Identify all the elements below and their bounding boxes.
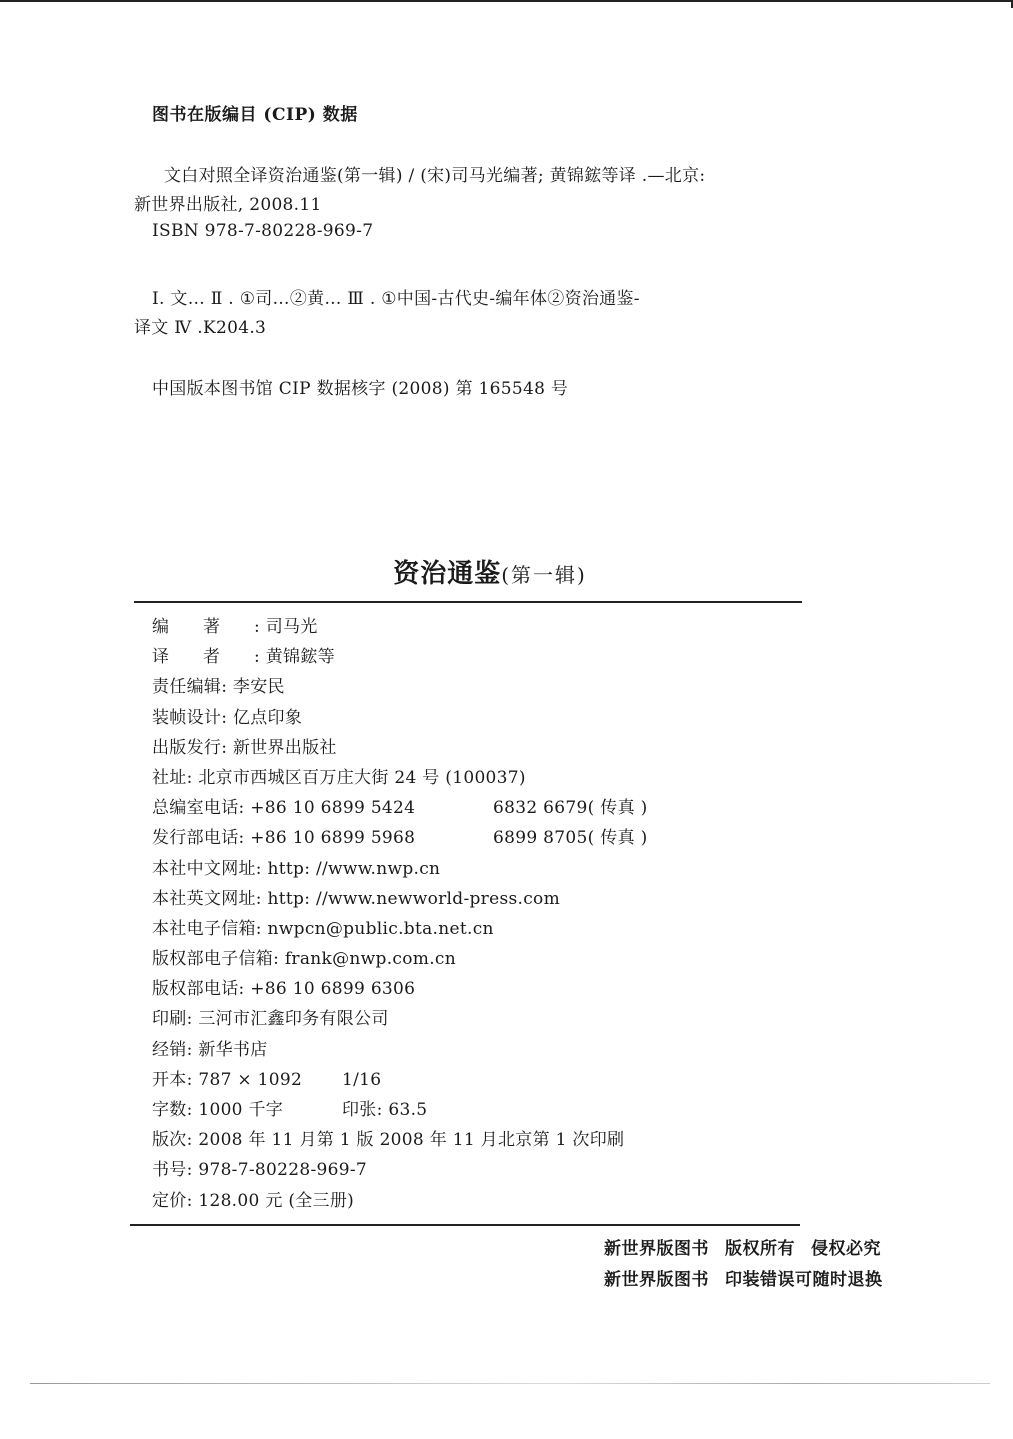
info-editorial-phone — [152, 793, 648, 823]
cip-classification-line2: 译文 Ⅳ .K204.3 — [134, 318, 267, 338]
info-binding-design: 装帧设计: 亿点印象 — [152, 707, 303, 728]
notice-rights-reserved: 版权所有 — [725, 1239, 795, 1259]
info-book-number: 书号: 978-7-80228-969-7 — [152, 1160, 368, 1181]
book-title-block — [0, 553, 980, 590]
translator-label: 译者 — [152, 647, 254, 668]
print-sheets: 印张: 63.5 — [342, 1100, 428, 1120]
info-copyright-email: 版权部电子信箱: frank@nwp.com.cn — [152, 949, 456, 970]
info-cn-website: 本社中文网址: http: //www.nwp.cn — [152, 858, 441, 879]
info-address: 社址: 北京市西城区百万庄大街 24 号 (100037) — [152, 767, 526, 788]
info-responsible-editor: 责任编辑: 李安民 — [152, 677, 285, 698]
divider-top — [134, 601, 802, 603]
word-count: 字数: 1000 千字 — [152, 1100, 284, 1120]
info-en-website: 本社英文网址: http: //www.newworld-press.com — [152, 888, 560, 909]
format-fraction: 1/16 — [342, 1069, 382, 1090]
cip-isbn: ISBN 978-7-80228-969-7 — [152, 221, 374, 241]
info-word-count — [152, 1095, 624, 1125]
info-editor — [152, 612, 624, 642]
info-translator — [152, 642, 624, 672]
book-subtitle: (第一辑) — [501, 563, 587, 587]
copyright-notice — [604, 1234, 881, 1259]
info-copyright-phone: 版权部电话: +86 10 6899 6306 — [152, 979, 416, 1000]
cip-data-number: 中国版本图书馆 CIP 数据核字 (2008) 第 165548 号 — [152, 379, 569, 399]
info-sales-phone — [152, 823, 648, 853]
return-notice — [604, 1265, 883, 1290]
scan-border-top — [0, 0, 1013, 2]
notice-publisher-2: 新世界版图书 — [604, 1270, 709, 1290]
info-email: 本社电子信箱: nwpcn@public.bta.net.cn — [152, 918, 494, 939]
info-price: 定价: 128.00 元 (全三册) — [152, 1190, 355, 1211]
format-size: 开本: 787 × 1092 — [152, 1069, 303, 1090]
editor-value: : 司马光 — [254, 617, 318, 637]
sales-fax: 6899 8705( 传真 ) — [493, 828, 648, 849]
publication-info-list — [152, 612, 648, 1216]
cip-description-line1: 文白对照全译资治通鉴(第一辑) / (宋)司马光编著; 黄锦鋐等译 .—北京: — [164, 166, 706, 186]
notice-infringement: 侵权必究 — [811, 1239, 881, 1259]
cip-title: 图书在版编目 (CIP) 数据 — [152, 105, 358, 125]
notice-exchange: 印装错误可随时退换 — [725, 1270, 883, 1290]
cip-description-line2: 新世界出版社, 2008.11 — [134, 195, 322, 215]
scan-border-bottom — [30, 1383, 990, 1384]
info-printer: 印刷: 三河市汇鑫印务有限公司 — [152, 1009, 389, 1030]
sales-phone: 发行部电话: +86 10 6899 5968 — [152, 828, 416, 849]
notice-publisher-1: 新世界版图书 — [604, 1239, 709, 1259]
info-format — [152, 1065, 624, 1095]
info-publisher: 出版发行: 新世界出版社 — [152, 737, 337, 758]
editor-label: 编著 — [152, 617, 254, 637]
editorial-phone: 总编室电话: +86 10 6899 5424 — [152, 798, 416, 819]
book-title: 资治通鉴 — [393, 559, 502, 589]
info-distributor: 经销: 新华书店 — [152, 1039, 268, 1060]
info-edition: 版次: 2008 年 11 月第 1 版 2008 年 11 月北京第 1 次印刷 — [152, 1130, 625, 1151]
cip-classification-line1: Ⅰ. 文… Ⅱ . ①司…②黄… Ⅲ . ①中国-古代史-编年体②资治通鉴- — [152, 289, 640, 309]
translator-value: : 黄锦鋐等 — [254, 647, 335, 668]
divider-bottom — [130, 1224, 800, 1226]
editorial-fax: 6832 6679( 传真 ) — [493, 798, 648, 819]
